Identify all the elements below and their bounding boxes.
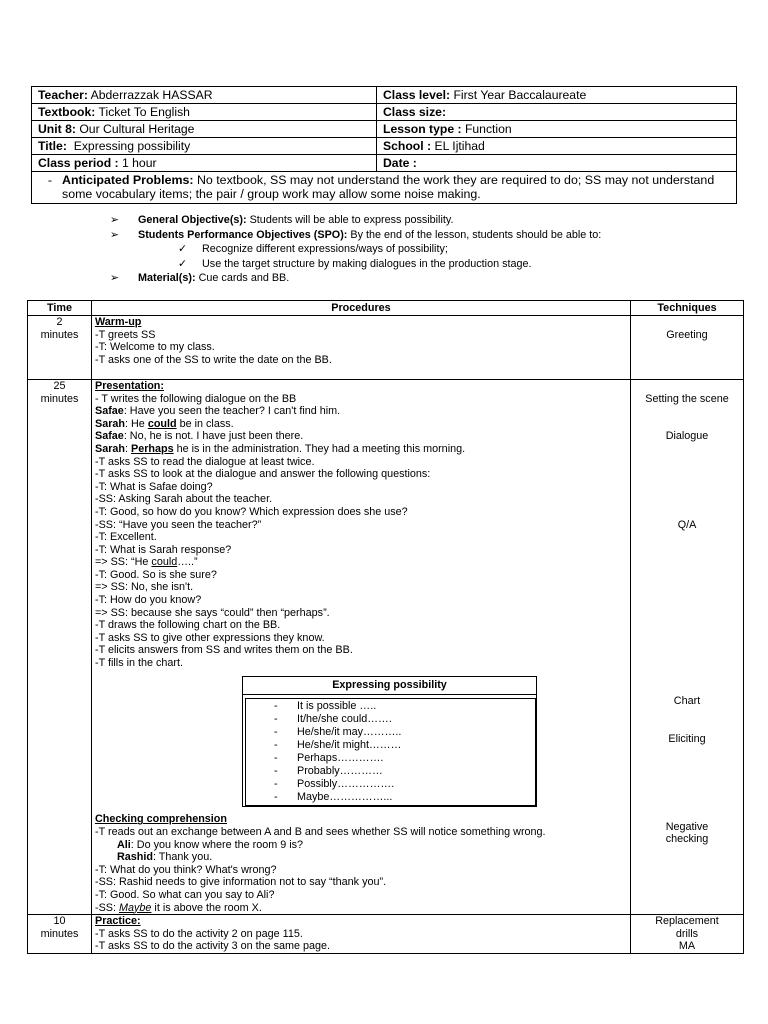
- spo-item: ✓ Recognize different expressions/ways of possibility;: [178, 243, 448, 255]
- checkmark-icon: ✓: [178, 257, 188, 270]
- presentation-heading: Presentation:: [95, 379, 164, 392]
- anticipated-problems: No textbook, SS may not understand the work they are required to do; SS may not understand some vocabulary items; the pair / group work may allow some noise making.: [62, 173, 715, 201]
- list-item: - He/she/it might………: [274, 738, 402, 751]
- dialogue-line: Sarah: He could be in class.: [95, 417, 234, 430]
- unit-cell: Unit 8: Our Cultural Heritage: [32, 121, 377, 138]
- warmup-procedures: Warm-up -T greets SS -T: Welcome to my class. -T asks one of the SS to write the date on the BB.: [92, 316, 631, 380]
- unit-name: Our Cultural Heritage: [79, 122, 195, 136]
- arrow-bullet-icon: ➢: [110, 214, 120, 226]
- presentation-techniques: [631, 379, 744, 914]
- period-cell: Class period : 1 hour: [32, 155, 377, 172]
- title-cell: Title: Expressing possibility: [32, 138, 377, 155]
- practice-techniques: Replacement drills MA: [631, 915, 744, 954]
- technique-dialogue: Dialogue: [665, 430, 709, 443]
- list-item: - He/she/it may………..: [274, 725, 402, 738]
- lesson-info-table: [31, 86, 737, 204]
- class-level: First Year Baccalaureate: [453, 88, 587, 102]
- expressing-possibility-chart: [242, 676, 537, 808]
- header-time: Time: [28, 301, 92, 316]
- chart-title: Expressing possibility: [243, 677, 536, 695]
- row-textbook: [32, 104, 737, 121]
- class-level-cell: Class level: First Year Baccalaureate: [377, 87, 737, 104]
- technique-qa: Q/A: [677, 518, 697, 531]
- row-teacher: [32, 87, 737, 104]
- lesson-type-cell: Lesson type : Function: [377, 121, 737, 138]
- checkmark-icon: ✓: [178, 243, 188, 255]
- table-header-row: [28, 301, 744, 316]
- presentation-row: [28, 379, 744, 914]
- teacher-name: Abderrazzak HASSAR: [90, 88, 213, 102]
- class-period: 1 hour: [121, 156, 157, 170]
- checking-comprehension-heading: Checking comprehension: [95, 813, 227, 826]
- spo-item: ✓ Use the target structure by making dialogues in the production stage.: [178, 257, 532, 270]
- technique-eliciting: Eliciting: [668, 732, 706, 745]
- list-item: - Possibly…………….: [274, 778, 395, 791]
- presentation-procedures: Presentation: - T writes the following dialogue on the BB Safae: Have you seen the teacher? I can't find him. Sarah: He could be in class. Safae: No, he is not. I have just been there. Sarah: Perhaps he is in the administration. They had a meeting this morning. -T asks SS to read the dialogue at least twice. -T asks SS to look at the dialogue and answer the following questions: -T: What is Safae doing? -SS: Asking Sarah about the teacher. -T: Good, so how do you know? Which expression does she use? -SS: “Have you seen the teacher?” -T: Excellent. -T: What is Sarah response? => SS: “He could…..” -T: Good. So is she sure? => SS: No, she isn't. -T: How do you know? => SS: because she says “could” then “perhaps”. -T draws the following chart on the BB. -T asks SS to give other expressions they know. -T elicits answers from SS and writes them on the BB. -T fills in the chart. Expressing possibility - It is possible ….. - It/he/she could……. - He/she/it may……….. - He/she/it might……… - Perhaps…………. - Probably………… - Possibly……………. - Maybe……………... Checking comprehension -T reads out an exchange between A and B and sees whether SS will notice something wrong. Ali: Do you know where the room 9 is? Rashid: Thank you. -T: What do you think? What's wrong? -SS: Rashid needs to give information not to say “thank you”. -T: Good. So what can you say to Ali? -SS: Maybe it is above the room X.: [92, 379, 631, 914]
- school-cell: School : EL Ijtihad: [377, 138, 737, 155]
- row-title: [32, 138, 737, 155]
- practice-procedures: Practice: -T asks SS to do the activity 2 on page 115. -T asks SS to do the activity 3 on the same page.: [92, 915, 631, 954]
- arrow-bullet-icon: ➢: [110, 272, 120, 284]
- textbook-name: Ticket To English: [98, 105, 190, 119]
- row-problems: [32, 172, 737, 204]
- spo-objective: ➢ Students Performance Objectives (SPO): By the end of the lesson, students should be able to:: [110, 228, 602, 241]
- textbook-cell: Textbook: Ticket To English: [32, 104, 377, 121]
- list-item: - Perhaps………….: [274, 752, 384, 764]
- date-cell: Date :: [377, 155, 737, 172]
- dialogue-line: Safae: No, he is not. I have just been there.: [95, 430, 304, 443]
- materials: ➢ Material(s): Cue cards and BB.: [110, 272, 290, 284]
- lesson-title: Expressing possibility: [73, 139, 191, 153]
- practice-row: [28, 915, 744, 954]
- anticipated-problems-cell: - Anticipated Problems: No textbook, SS may not understand the work they are required to do; SS may not understand some vocabulary items; the pair / group work may allow some noise making.: [32, 172, 737, 204]
- dialogue-line: Sarah: Perhaps he is in the administration. They had a meeting this morning.: [95, 442, 466, 455]
- technique-setting-scene: Setting the scene: [645, 392, 729, 405]
- technique-negative-checking: Negative checking: [665, 820, 709, 846]
- lesson-type: Function: [464, 122, 512, 136]
- procedures-table: [27, 300, 744, 954]
- header-techniques: Techniques: [631, 301, 744, 316]
- general-objective: ➢ General Objective(s): Students will be able to express possibility.: [110, 214, 454, 226]
- warmup-heading: Warm-up: [95, 316, 142, 328]
- presentation-time: 25 minutes: [28, 379, 92, 914]
- dialogue-line: Rashid: Thank you.: [117, 851, 213, 864]
- chart-list: [245, 698, 536, 807]
- list-item: - It/he/she could…….: [274, 712, 392, 725]
- row-period: [32, 155, 737, 172]
- practice-time: 10 minutes: [28, 915, 92, 954]
- practice-heading: Practice:: [95, 915, 141, 928]
- header-procedures: Procedures: [92, 301, 631, 316]
- teacher-cell: Teacher: Abderrazzak HASSAR: [32, 87, 377, 104]
- class-size-cell: Class size:: [377, 104, 737, 121]
- school-name: EL Ijtihad: [434, 139, 485, 153]
- warmup-row: [28, 316, 744, 380]
- dialogue-line: Safae: Have you seen the teacher? I can't find him.: [95, 405, 341, 418]
- warmup-time: 2 minutes: [28, 316, 92, 380]
- list-item: - Maybe……………...: [274, 791, 393, 804]
- dialogue-line: Ali: Do you know where the room 9 is?: [117, 838, 304, 851]
- arrow-bullet-icon: ➢: [110, 228, 120, 241]
- warmup-technique: Greeting: [631, 316, 744, 380]
- list-item: - Probably…………: [274, 765, 383, 778]
- technique-chart: Chart: [673, 694, 701, 707]
- objectives-section: [110, 213, 710, 286]
- row-unit: [32, 121, 737, 138]
- list-item: - It is possible …..: [274, 699, 377, 712]
